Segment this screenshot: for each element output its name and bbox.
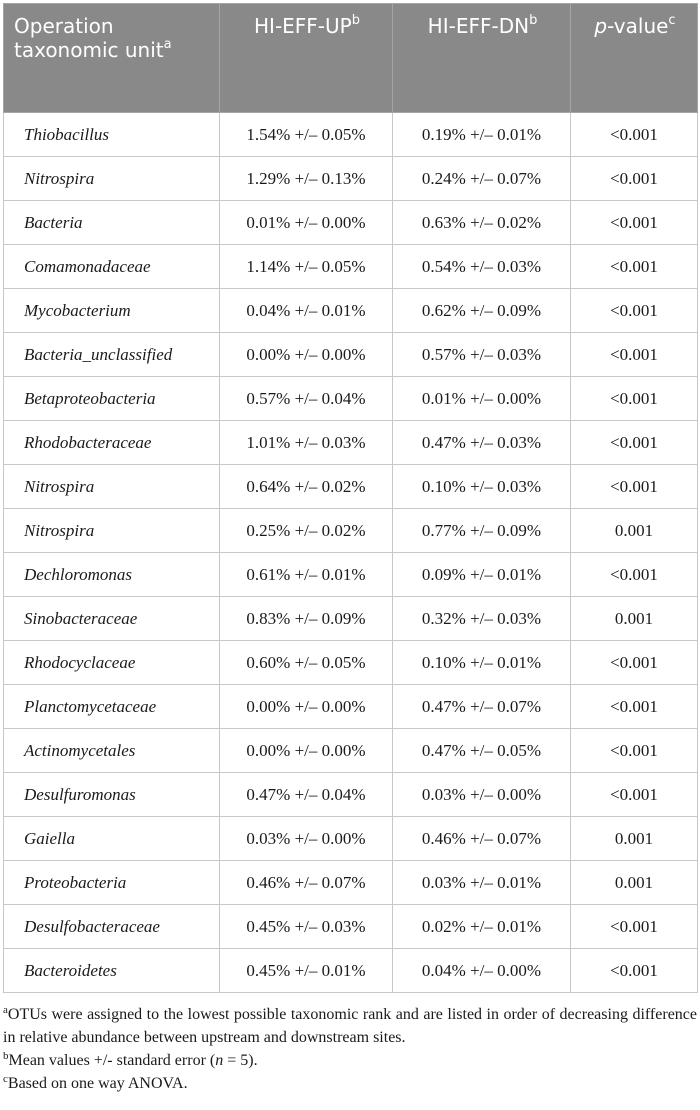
cell-hi-eff-dn: 0.47% +/– 0.05% <box>393 729 571 773</box>
cell-hi-eff-dn: 0.47% +/– 0.07% <box>393 685 571 729</box>
cell-p-value: <0.001 <box>571 641 698 685</box>
cell-otu: Thiobacillus <box>4 113 220 157</box>
table-row <box>4 245 698 289</box>
table-row <box>4 509 698 553</box>
cell-hi-eff-up: 0.00% +/– 0.00% <box>220 685 393 729</box>
table-row <box>4 861 698 905</box>
cell-hi-eff-up: 1.14% +/– 0.05% <box>220 245 393 289</box>
cell-otu: Planctomycetaceae <box>4 685 220 729</box>
cell-hi-eff-dn: 0.03% +/– 0.01% <box>393 861 571 905</box>
cell-hi-eff-up: 0.45% +/– 0.01% <box>220 949 393 993</box>
cell-hi-eff-dn: 0.09% +/– 0.01% <box>393 553 571 597</box>
cell-hi-eff-up: 0.25% +/– 0.02% <box>220 509 393 553</box>
cell-otu: Bacteroidetes <box>4 949 220 993</box>
cell-hi-eff-dn: 0.63% +/– 0.02% <box>393 201 571 245</box>
abundance-table <box>3 3 698 993</box>
cell-hi-eff-dn: 0.04% +/– 0.00% <box>393 949 571 993</box>
cell-hi-eff-dn: 0.47% +/– 0.03% <box>393 421 571 465</box>
cell-hi-eff-dn: 0.02% +/– 0.01% <box>393 905 571 949</box>
cell-hi-eff-up: 1.29% +/– 0.13% <box>220 157 393 201</box>
cell-otu: Nitrospira <box>4 465 220 509</box>
header-p-value: p-value$^c$ <box>571 4 698 113</box>
table-row <box>4 773 698 817</box>
cell-hi-eff-dn: 0.10% +/– 0.01% <box>393 641 571 685</box>
cell-p-value: <0.001 <box>571 113 698 157</box>
cell-p-value: <0.001 <box>571 465 698 509</box>
table-row <box>4 113 698 157</box>
cell-p-value: 0.001 <box>571 597 698 641</box>
cell-hi-eff-up: 1.54% +/– 0.05% <box>220 113 393 157</box>
cell-hi-eff-up: 0.64% +/– 0.02% <box>220 465 393 509</box>
cell-hi-eff-up: 0.00% +/– 0.00% <box>220 333 393 377</box>
cell-p-value: 0.001 <box>571 509 698 553</box>
cell-otu: Nitrospira <box>4 509 220 553</box>
cell-hi-eff-up: 0.60% +/– 0.05% <box>220 641 393 685</box>
table-row <box>4 465 698 509</box>
cell-otu: Gaiella <box>4 817 220 861</box>
cell-hi-eff-up: 0.00% +/– 0.00% <box>220 729 393 773</box>
cell-otu: Desulfobacteraceae <box>4 905 220 949</box>
table-footnotes <box>3 1003 697 1095</box>
cell-hi-eff-up: 0.57% +/– 0.04% <box>220 377 393 421</box>
table-body <box>4 113 698 993</box>
cell-otu: Actinomycetales <box>4 729 220 773</box>
cell-otu: Proteobacteria <box>4 861 220 905</box>
cell-hi-eff-dn: 0.19% +/– 0.01% <box>393 113 571 157</box>
cell-hi-eff-up: 0.47% +/– 0.04% <box>220 773 393 817</box>
cell-hi-eff-up: 0.46% +/– 0.07% <box>220 861 393 905</box>
cell-otu: Rhodocyclaceae <box>4 641 220 685</box>
cell-hi-eff-dn: 0.32% +/– 0.03% <box>393 597 571 641</box>
cell-p-value: <0.001 <box>571 421 698 465</box>
header-otu: Operation taxonomic unit$^a$ <box>4 4 220 113</box>
cell-hi-eff-dn: 0.01% +/– 0.00% <box>393 377 571 421</box>
cell-hi-eff-up: 0.83% +/– 0.09% <box>220 597 393 641</box>
cell-hi-eff-up: 0.03% +/– 0.00% <box>220 817 393 861</box>
cell-hi-eff-dn: 0.62% +/– 0.09% <box>393 289 571 333</box>
table-header <box>4 4 698 113</box>
cell-p-value: <0.001 <box>571 685 698 729</box>
cell-p-value: <0.001 <box>571 157 698 201</box>
cell-hi-eff-dn: 0.57% +/– 0.03% <box>393 333 571 377</box>
cell-otu: Comamonadaceae <box>4 245 220 289</box>
cell-otu: Bacteria <box>4 201 220 245</box>
footnote-a: $^a$OTUs were assigned to the lowest possible taxonomic rank and are listed in order of decreasing difference in relative abundance between upstream and downstream sites. <box>3 1004 697 1046</box>
cell-hi-eff-dn: 0.54% +/– 0.03% <box>393 245 571 289</box>
header-hi-eff-up: $HI-EFF-UP^b$ <box>220 4 393 113</box>
cell-p-value: <0.001 <box>571 773 698 817</box>
table-row <box>4 729 698 773</box>
table-row <box>4 421 698 465</box>
cell-otu: Sinobacteraceae <box>4 597 220 641</box>
cell-p-value: <0.001 <box>571 289 698 333</box>
cell-hi-eff-up: 0.61% +/– 0.01% <box>220 553 393 597</box>
table-row <box>4 817 698 861</box>
cell-p-value: 0.001 <box>571 817 698 861</box>
table-row <box>4 333 698 377</box>
cell-hi-eff-dn: 0.77% +/– 0.09% <box>393 509 571 553</box>
cell-otu: Nitrospira <box>4 157 220 201</box>
cell-hi-eff-dn: 0.03% +/– 0.00% <box>393 773 571 817</box>
table-row <box>4 553 698 597</box>
table-row <box>4 597 698 641</box>
table-row <box>4 157 698 201</box>
footnote-c: $^c$Based on one way ANOVA. <box>3 1073 188 1092</box>
header-hi-eff-dn: $HI-EFF-DN^b$ <box>393 4 571 113</box>
cell-otu: Desulfuromonas <box>4 773 220 817</box>
cell-otu: Dechloromonas <box>4 553 220 597</box>
cell-hi-eff-up: 1.01% +/– 0.03% <box>220 421 393 465</box>
cell-otu: Mycobacterium <box>4 289 220 333</box>
cell-hi-eff-dn: 0.10% +/– 0.03% <box>393 465 571 509</box>
cell-p-value: <0.001 <box>571 553 698 597</box>
cell-p-value: <0.001 <box>571 905 698 949</box>
table-row <box>4 201 698 245</box>
table-row <box>4 949 698 993</box>
table-row <box>4 289 698 333</box>
table-row <box>4 905 698 949</box>
cell-p-value: <0.001 <box>571 377 698 421</box>
cell-otu: Bacteria_unclassified <box>4 333 220 377</box>
table-row <box>4 377 698 421</box>
cell-hi-eff-up: 0.01% +/– 0.00% <box>220 201 393 245</box>
cell-p-value: <0.001 <box>571 201 698 245</box>
footnote-b: $^b$Mean values +/- standard error (n = 5). <box>3 1050 258 1069</box>
cell-p-value: <0.001 <box>571 245 698 289</box>
cell-otu: Rhodobacteraceae <box>4 421 220 465</box>
cell-hi-eff-dn: 0.24% +/– 0.07% <box>393 157 571 201</box>
cell-p-value: 0.001 <box>571 861 698 905</box>
header-row <box>4 4 698 113</box>
cell-p-value: <0.001 <box>571 333 698 377</box>
cell-hi-eff-dn: 0.46% +/– 0.07% <box>393 817 571 861</box>
cell-hi-eff-up: 0.45% +/– 0.03% <box>220 905 393 949</box>
table-row <box>4 641 698 685</box>
cell-otu: Betaproteobacteria <box>4 377 220 421</box>
cell-hi-eff-up: 0.04% +/– 0.01% <box>220 289 393 333</box>
cell-p-value: <0.001 <box>571 729 698 773</box>
table-row <box>4 685 698 729</box>
cell-p-value: <0.001 <box>571 949 698 993</box>
